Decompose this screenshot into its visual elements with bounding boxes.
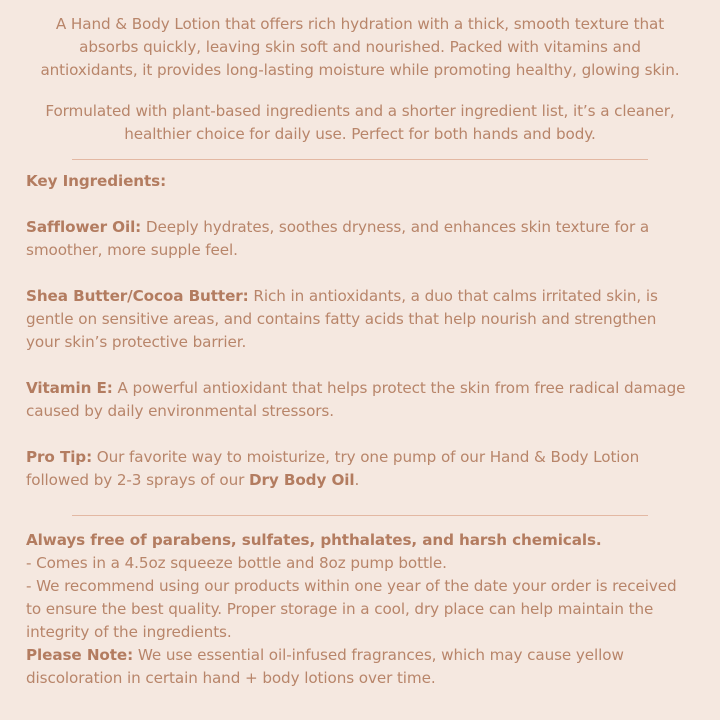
- intro-paragraph-2: Formulated with plant-based ingredients and a shorter ingredient list, it’s a cleaner, healthier choice for daily use. Perfect for both hands and body.: [45, 102, 675, 143]
- ingredient-name: Shea Butter/Cocoa Butter:: [26, 287, 249, 305]
- ingredient-shea-cocoa-butter: [26, 285, 694, 354]
- key-ingredients-heading: Key Ingredients:: [26, 172, 167, 190]
- ingredient-description: Deeply hydrates, soothes dryness, and enhances skin texture for a smoother, more supple feel.: [26, 218, 650, 259]
- please-note-text: We use essential oil-infused fragrances, which may cause yellow discoloration in certain hand + body lotions over time.: [26, 646, 624, 687]
- ingredient-name: Vitamin E:: [26, 379, 113, 397]
- ingredient-description: A powerful antioxidant that helps protect the skin from free radical damage caused by daily environmental stressors.: [26, 379, 686, 420]
- intro-paragraph-1: A Hand & Body Lotion that offers rich hydration with a thick, smooth texture that absorbs quickly, leaving skin soft and nourished. Packed with vitamins and antioxidants, it provides long-lasting moisture while promoting healthy, glowing skin.: [40, 15, 680, 79]
- pro-tip-label: Pro Tip:: [26, 448, 93, 466]
- ingredient-name: Safflower Oil:: [26, 218, 142, 236]
- key-ingredients-section: [0, 170, 720, 492]
- pro-tip-text: Our favorite way to moisturize, try one pump of our Hand & Body Lotion followed by 2-3 sprays of our: [26, 448, 640, 489]
- ingredient-vitamin-e: [26, 377, 694, 423]
- packaging-note: - Comes in a 4.5oz squeeze bottle and 8oz pump bottle.: [26, 554, 447, 572]
- divider-top: [72, 159, 648, 160]
- ingredient-description: Rich in antioxidants, a duo that calms irritated skin, is gentle on sensitive areas, and contains fatty acids that help nourish and strengthen your skin’s protective barrier.: [26, 287, 658, 351]
- intro-section: [0, 0, 720, 146]
- pro-tip: [26, 446, 694, 492]
- free-of-heading: Always free of parabens, sulfates, phthalates, and harsh chemicals.: [26, 531, 602, 549]
- shelf-life-note: - We recommend using our products within one year of the date your order is received to ensure the best quality. Proper storage in a cool, dry place can help maintain the integrity of the ingredients.: [26, 577, 677, 641]
- notes-section: [0, 529, 720, 690]
- pro-tip-end: .: [354, 471, 360, 489]
- dry-body-oil-product-name: Dry Body Oil: [248, 471, 355, 489]
- please-note: [26, 644, 694, 690]
- please-note-label: Please Note:: [26, 646, 134, 664]
- divider-bottom: [72, 515, 648, 516]
- ingredient-safflower-oil: [26, 216, 694, 262]
